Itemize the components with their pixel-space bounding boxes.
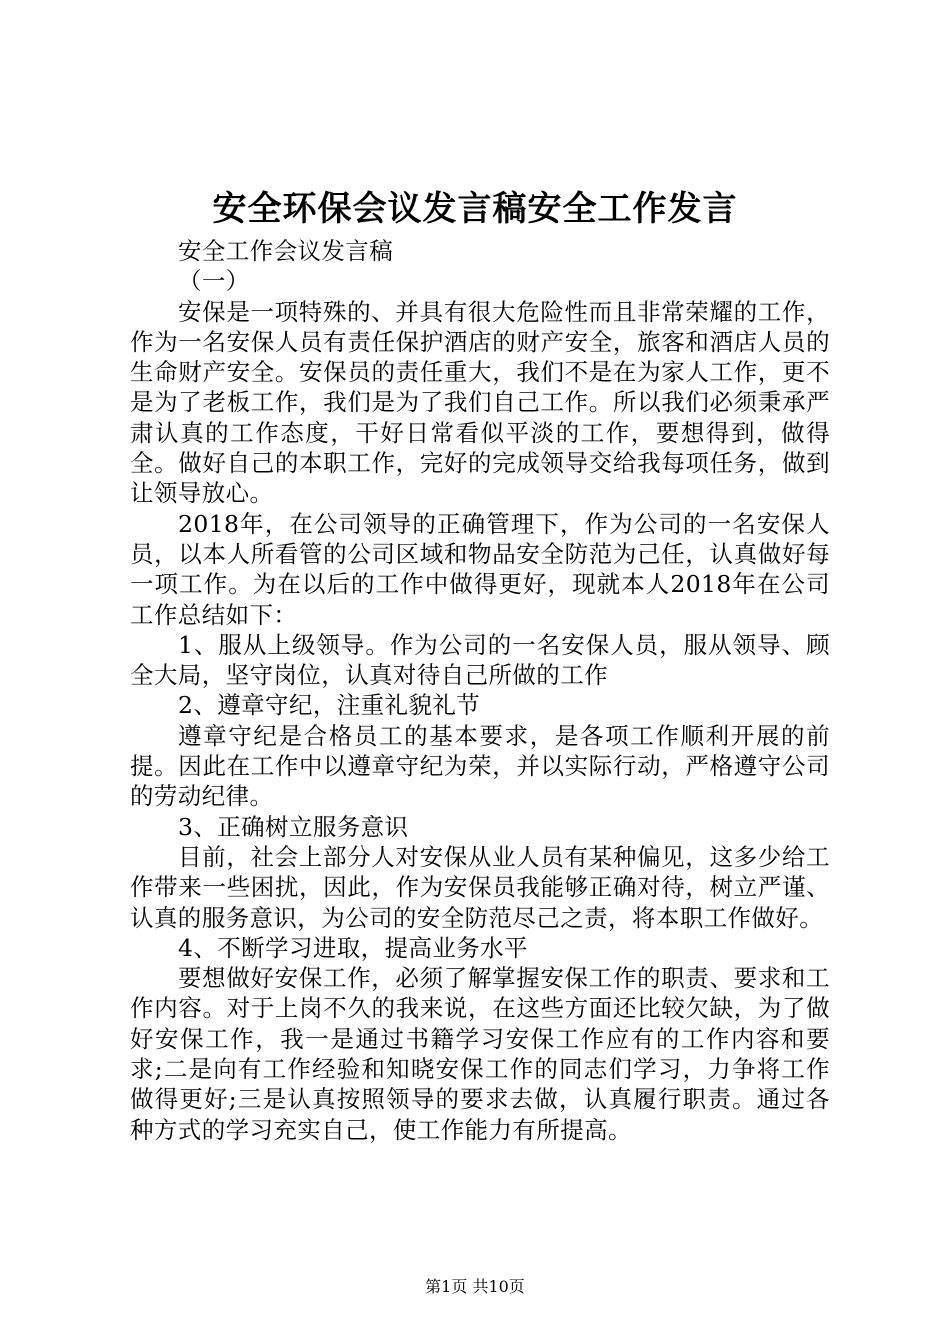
subtitle-paragraph: 安全工作会议发言稿: [178, 237, 394, 265]
document-body: [130, 236, 830, 1145]
body-paragraph: 安保是一项特殊的、并具有很大危险性而且非常荣耀的工作，作为一名安保人员有责任保护酒店的财产安全，旅客和酒店人员的生命财产安全。安保员的责任重大，我们不是在为家人工作，更不是为了老板工作，我们是为了我们自己工作。所以我们必须秉承严肃认真的工作态度，干好日常看似平淡的工作，要想得到，做得全。做好自己的本职工作，完好的完成领导交给我每项任务，做到让领导放心。: [130, 297, 830, 508]
body-paragraph: 遵章守纪是合格员工的基本要求，是各项工作顺利开展的前提。因此在工作中以遵章守纪为荣，并以实际行动，严格遵守公司的劳动纪律。: [130, 721, 830, 811]
body-paragraph: 2018年，在公司领导的正确管理下，作为公司的一名安保人员，以本人所看管的公司区域和物品安全防范为己任，认真做好每一项工作。为在以后的工作中做得更好，现就本人2018年在公司工作总结如下：: [130, 509, 830, 629]
section-marker: （一）: [178, 267, 250, 296]
page-footer: 第1页 共10页: [425, 1277, 525, 1296]
list-heading: 3、正确树立服务意识: [178, 812, 409, 841]
list-heading: 1、服从上级领导。作为公司的一名安保人员，服从领导、顾全大局，坚守岗位，认真对待自己所做的工作: [130, 630, 830, 690]
body-paragraph: 目前，社会上部分人对安保从业人员有某种偏见，这多少给工作带来一些困扰，因此，作为安保员我能够正确对待，树立严谨、认真的服务意识，为公司的安全防范尽己之责，将本职工作做好。: [130, 842, 830, 932]
list-heading: 4、不断学习进取，提高业务水平: [178, 933, 528, 962]
body-paragraph: 要想做好安保工作，必须了解掌握安保工作的职责、要求和工作内容。对于上岗不久的我来说，在这些方面还比较欠缺，为了做好安保工作，我一是通过书籍学习安保工作应有的工作内容和要求;二是向有工作经验和知晓安保工作的同志们学习，力争将工作做得更好;三是认真按照领导的要求去做，认真履行职责。通过各种方式的学习充实自己，使工作能力有所提高。: [130, 964, 830, 1144]
document-title: 安全环保会议发言稿安全工作发言: [212, 189, 738, 229]
list-heading: 2、遵章守纪，注重礼貌礼节: [178, 691, 481, 720]
